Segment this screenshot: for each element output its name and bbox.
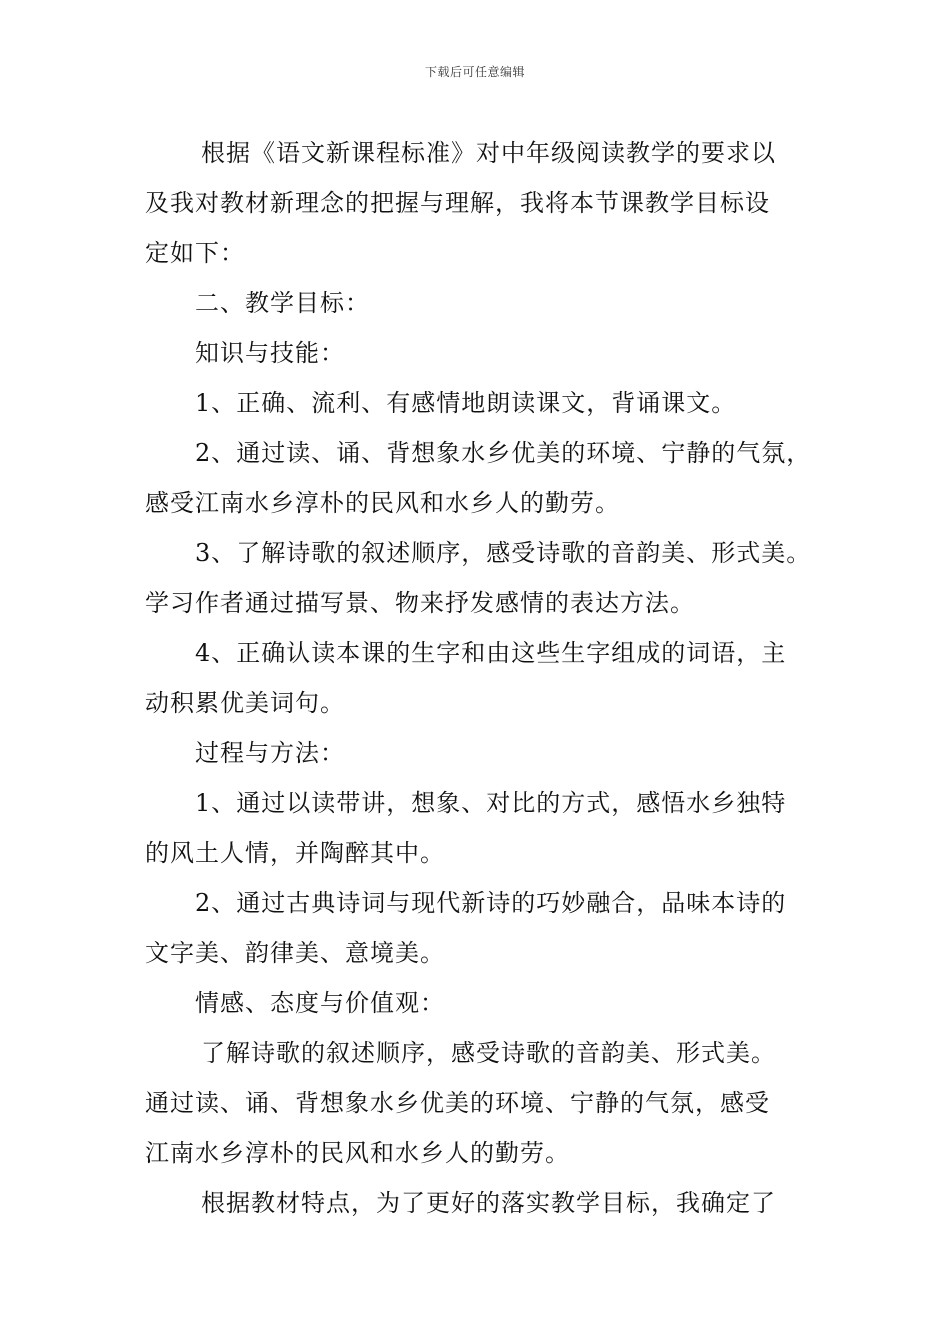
text-line: 及我对教材新理念的把握与理解，我将本节课教学目标设	[145, 189, 770, 217]
text-line: 根据教材特点，为了更好的落实教学目标，我确定了	[201, 1189, 776, 1217]
text-line: 根据《语文新课程标准》对中年级阅读教学的要求以	[201, 139, 776, 167]
text-line: 了解诗歌的叙述顺序，感受诗歌的音韵美、形式美。	[201, 1039, 776, 1067]
text-line: 3、了解诗歌的叙述顺序，感受诗歌的音韵美、形式美。	[195, 539, 812, 567]
text-line: 2、通过古典诗词与现代新诗的巧妙融合，品味本诗的	[195, 889, 787, 917]
text-line: 2、通过读、诵、背想象水乡优美的环境、宁静的气氛，	[195, 439, 812, 467]
document-body	[145, 128, 825, 1228]
text-line: 通过读、诵、背想象水乡优美的环境、宁静的气氛，感受	[145, 1089, 770, 1117]
text-line: 1、通过以读带讲，想象、对比的方式，感悟水乡独特	[195, 789, 787, 817]
page-header: 下载后可任意编辑	[424, 65, 525, 79]
text-line: 动积累优美词句。	[145, 689, 345, 717]
subsection-heading: 知识与技能：	[195, 339, 345, 367]
text-line: 江南水乡淳朴的民风和水乡人的勤劳。	[145, 1139, 570, 1167]
subsection-heading: 情感、态度与价值观：	[195, 989, 445, 1017]
text-line: 定如下：	[145, 239, 245, 267]
text-line: 感受江南水乡淳朴的民风和水乡人的勤劳。	[145, 489, 620, 517]
text-line: 1、正确、流利、有感情地朗读课文，背诵课文。	[195, 389, 737, 417]
text-line: 的风土人情，并陶醉其中。	[145, 839, 445, 867]
text-line: 4、正确认读本课的生字和由这些生字组成的词语，主	[195, 639, 787, 667]
text-line: 文字美、韵律美、意境美。	[145, 939, 445, 967]
subsection-heading: 过程与方法：	[195, 739, 345, 767]
section-heading: 二、教学目标：	[195, 289, 370, 317]
text-line: 学习作者通过描写景、物来抒发感情的表达方法。	[145, 589, 695, 617]
